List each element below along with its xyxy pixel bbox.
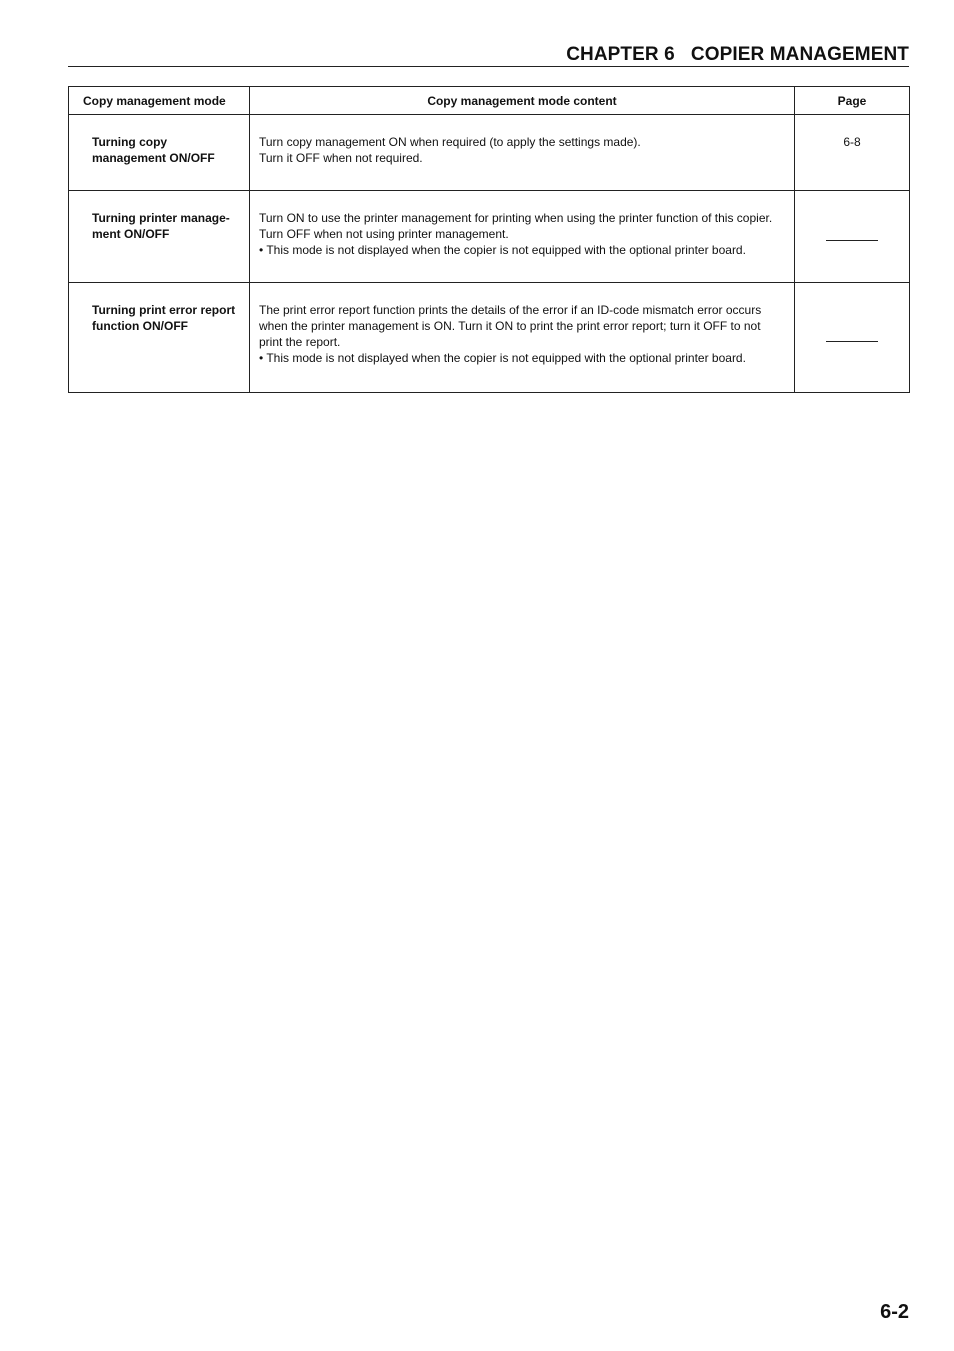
mode-label: Turning print error report function ON/OFF <box>92 303 236 333</box>
page-reference-cell <box>795 115 910 191</box>
page-header <box>68 44 909 67</box>
content-line: Turn copy management ON when required (to apply the settings made). <box>259 135 641 149</box>
mode-label: Turning copy management ON/OFF <box>92 135 215 165</box>
content-line: • This mode is not displayed when the copier is not equipped with the optional printer board. <box>259 351 746 365</box>
content-line: Turn ON to use the printer management for printing when using the printer function of this copier. Turn OFF when not using printer management. <box>259 211 773 241</box>
mode-cell <box>69 115 250 191</box>
content-line: • This mode is not displayed when the copier is not equipped with the optional printer board. <box>259 243 746 257</box>
column-header-page: Page <box>795 87 910 115</box>
mode-cell <box>69 191 250 283</box>
content-line: Turn it OFF when not required. <box>259 151 423 165</box>
column-header-content: Copy management mode content <box>250 87 795 115</box>
page-reference: 6-8 <box>843 135 861 149</box>
table-row <box>69 191 910 283</box>
page-reference-cell <box>795 283 910 393</box>
copy-management-table <box>68 86 910 393</box>
content-line: The print error report function prints the details of the error if an ID-code mismatch error occurs when the printer management is ON. Turn it ON to print the print error report; turn it OFF to not print the report. <box>259 303 762 349</box>
column-header-mode: Copy management mode <box>69 87 250 115</box>
no-page-dash <box>826 341 878 342</box>
page-number: 6-2 <box>880 1301 909 1323</box>
table-header-row <box>69 87 910 115</box>
mode-cell <box>69 283 250 393</box>
table-row <box>69 115 910 191</box>
content-cell <box>250 115 795 191</box>
chapter-title: CHAPTER 6 COPIER MANAGEMENT <box>566 44 909 65</box>
page-reference-cell <box>795 191 910 283</box>
content-cell <box>250 191 795 283</box>
mode-label: Turning printer manage-ment ON/OFF <box>92 211 230 241</box>
content-cell <box>250 283 795 393</box>
no-page-dash <box>826 240 878 241</box>
table-row <box>69 283 910 393</box>
